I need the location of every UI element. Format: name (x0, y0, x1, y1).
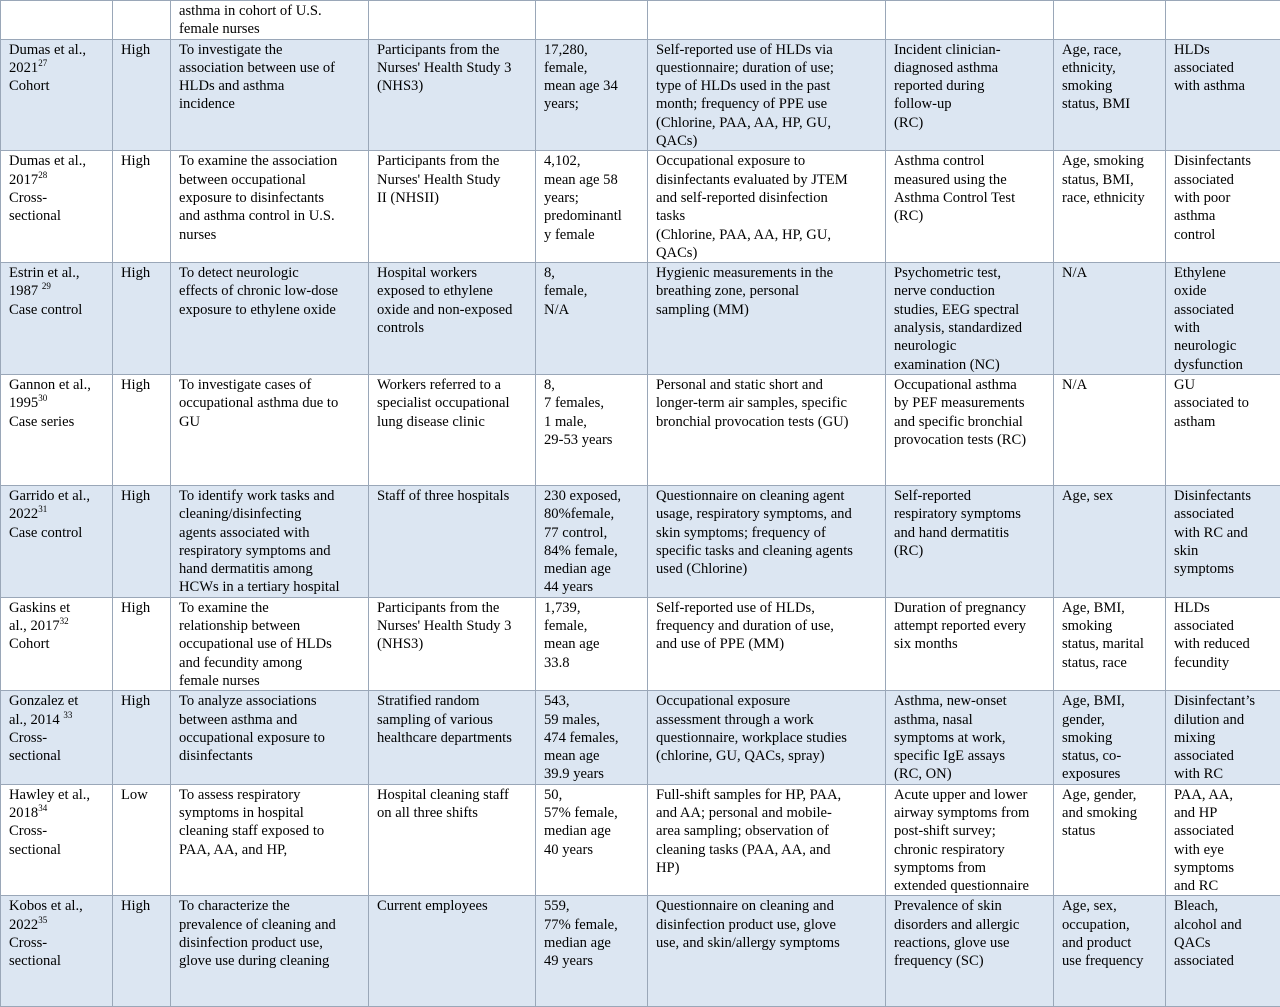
quality-cell: High (113, 896, 171, 1007)
population-cell (369, 1, 536, 40)
objective-cell: To identify work tasks and cleaning/disinfecting agents associated with respiratory symptoms and hand dermatitis among HCWs in a tertiary hospital (171, 485, 369, 597)
study-author: Hawley et al., 2018 (9, 787, 90, 821)
findings-cell: Bleach, alcohol and QACs associated (1166, 896, 1280, 1007)
table-row (1, 896, 1280, 1007)
exposure-cell (648, 1, 886, 40)
confounders-cell: Age, BMI, smoking status, marital status, race (1054, 597, 1166, 690)
confounders-cell: Age, race, ethnicity, smoking status, BMI (1054, 39, 1166, 151)
sample-cell: 230 exposed, 80%female, 77 control, 84% female, median age 44 years (536, 485, 648, 597)
study-cell (1, 374, 113, 485)
study-design: Cohort (9, 636, 50, 652)
objective-cell: To detect neurologic effects of chronic low-dose exposure to ethylene oxide (171, 263, 369, 375)
study-design: Case series (9, 414, 74, 430)
study-author: Gaskins et al., 2017 (9, 600, 70, 634)
study-cell (1, 151, 113, 263)
study-design: Case control (9, 302, 82, 318)
study-author: Dumas et al., 2021 (9, 42, 86, 76)
outcome-cell: Psychometric test, nerve conduction studies, EEG spectral analysis, standardized neurologic examination (NC) (886, 263, 1054, 375)
study-cell (1, 691, 113, 784)
objective-cell: To assess respiratory symptoms in hospital cleaning staff exposed to PAA, AA, and HP, (171, 784, 369, 896)
confounders-cell: N/A (1054, 374, 1166, 485)
exposure-cell: Questionnaire on cleaning agent usage, respiratory symptoms, and skin symptoms; frequency of specific tasks and cleaning agents used (Chlorine) (648, 485, 886, 597)
population-cell: Participants from the Nurses' Health Study II (NHSII) (369, 151, 536, 263)
reference-number: 35 (38, 915, 47, 925)
objective-cell: asthma in cohort of U.S. female nurses (171, 1, 369, 40)
table-row (1, 784, 1280, 896)
exposure-cell: Questionnaire on cleaning and disinfection product use, glove use, and skin/allergy symptoms (648, 896, 886, 1007)
findings-cell: HLDs associated with asthma (1166, 39, 1280, 151)
confounders-cell: Age, gender, and smoking status (1054, 784, 1166, 896)
outcome-cell: Prevalence of skin disorders and allergic reactions, glove use frequency (SC) (886, 896, 1054, 1007)
reference-number: 28 (38, 170, 47, 180)
findings-cell (1166, 1, 1280, 40)
findings-cell: Ethylene oxide associated with neurologic dysfunction (1166, 263, 1280, 375)
objective-cell: To investigate cases of occupational asthma due to GU (171, 374, 369, 485)
reference-number: 30 (38, 393, 47, 403)
study-author: Gannon et al., 1995 (9, 377, 91, 411)
study-cell (1, 784, 113, 896)
confounders-cell: Age, smoking status, BMI, race, ethnicity (1054, 151, 1166, 263)
reference-number: 27 (38, 58, 47, 68)
exposure-cell: Personal and static short and longer-term air samples, specific bronchial provocation tests (GU) (648, 374, 886, 485)
confounders-cell: Age, sex (1054, 485, 1166, 597)
sample-cell (536, 1, 648, 40)
quality-cell: High (113, 597, 171, 690)
quality-cell (113, 1, 171, 40)
table-row (1, 691, 1280, 784)
outcome-cell: Acute upper and lower airway symptoms from post-shift survey; chronic respiratory symptoms from extended questionnaire (886, 784, 1054, 896)
study-design: Cross- sectional (9, 935, 61, 969)
outcome-cell: Asthma control measured using the Asthma Control Test (RC) (886, 151, 1054, 263)
study-author: Garrido et al., 2022 (9, 488, 90, 522)
outcome-cell (886, 1, 1054, 40)
findings-cell: Disinfectant’s dilution and mixing associated with RC (1166, 691, 1280, 784)
reference-number: 31 (38, 504, 47, 514)
study-design: Cross- sectional (9, 823, 61, 857)
study-author: Dumas et al., 2017 (9, 153, 86, 187)
study-design: Cross- sectional (9, 190, 61, 224)
findings-cell: PAA, AA, and HP associated with eye symptoms and RC (1166, 784, 1280, 896)
quality-cell: High (113, 151, 171, 263)
study-author: Estrin et al., 1987 (9, 265, 80, 299)
study-author: Kobos et al., 2022 (9, 898, 83, 932)
quality-cell: High (113, 691, 171, 784)
objective-cell: To characterize the prevalence of cleaning and disinfection product use, glove use during cleaning (171, 896, 369, 1007)
objective-cell: To investigate the association between use of HLDs and asthma incidence (171, 39, 369, 151)
population-cell: Hospital cleaning staff on all three shifts (369, 784, 536, 896)
study-cell (1, 263, 113, 375)
study-cell (1, 597, 113, 690)
population-cell: Workers referred to a specialist occupational lung disease clinic (369, 374, 536, 485)
exposure-cell: Self-reported use of HLDs via questionnaire; duration of use; type of HLDs used in the past month; frequency of PPE use (Chlorine, PAA, AA, HP, GU, QACs) (648, 39, 886, 151)
study-design: Cross- sectional (9, 730, 61, 764)
findings-cell: HLDs associated with reduced fecundity (1166, 597, 1280, 690)
exposure-cell: Hygienic measurements in the breathing zone, personal sampling (MM) (648, 263, 886, 375)
table-row (1, 1, 1280, 40)
confounders-cell: N/A (1054, 263, 1166, 375)
sample-cell: 559, 77% female, median age 49 years (536, 896, 648, 1007)
population-cell: Participants from the Nurses' Health Study 3 (NHS3) (369, 597, 536, 690)
quality-cell: High (113, 374, 171, 485)
objective-cell: To analyze associations between asthma and occupational exposure to disinfectants (171, 691, 369, 784)
study-cell (1, 896, 113, 1007)
sample-cell: 543, 59 males, 474 females, mean age 39.9 years (536, 691, 648, 784)
population-cell: Stratified random sampling of various healthcare departments (369, 691, 536, 784)
reference-number: 33 (63, 710, 72, 720)
study-author: Gonzalez et al., 2014 (9, 693, 78, 727)
confounders-cell: Age, BMI, gender, smoking status, co- exposures (1054, 691, 1166, 784)
confounders-cell (1054, 1, 1166, 40)
outcome-cell: Occupational asthma by PEF measurements and specific bronchial provocation tests (RC) (886, 374, 1054, 485)
sample-cell: 8, female, N/A (536, 263, 648, 375)
population-cell: Hospital workers exposed to ethylene oxide and non-exposed controls (369, 263, 536, 375)
sample-cell: 17,280, female, mean age 34 years; (536, 39, 648, 151)
confounders-cell: Age, sex, occupation, and product use frequency (1054, 896, 1166, 1007)
study-cell (1, 39, 113, 151)
table-row (1, 263, 1280, 375)
study-cell (1, 1, 113, 40)
outcome-cell: Duration of pregnancy attempt reported every six months (886, 597, 1054, 690)
exposure-cell: Occupational exposure assessment through a work questionnaire, workplace studies (chlorine, GU, QACs, spray) (648, 691, 886, 784)
study-design: Cohort (9, 78, 50, 94)
quality-cell: High (113, 485, 171, 597)
table-row (1, 374, 1280, 485)
exposure-cell: Occupational exposure to disinfectants evaluated by JTEM and self-reported disinfection tasks (Chlorine, PAA, AA, HP, GU, QACs) (648, 151, 886, 263)
outcome-cell: Incident clinician- diagnosed asthma reported during follow-up (RC) (886, 39, 1054, 151)
reference-number: 34 (38, 803, 47, 813)
exposure-cell: Self-reported use of HLDs, frequency and duration of use, and use of PPE (MM) (648, 597, 886, 690)
quality-cell: Low (113, 784, 171, 896)
sample-cell: 8, 7 females, 1 male, 29-53 years (536, 374, 648, 485)
objective-cell: To examine the relationship between occupational use of HLDs and fecundity among female nurses (171, 597, 369, 690)
findings-cell: Disinfectants associated with RC and skin symptoms (1166, 485, 1280, 597)
study-design: Case control (9, 525, 82, 541)
exposure-cell: Full-shift samples for HP, PAA, and AA; personal and mobile- area sampling; observation of cleaning tasks (PAA, AA, and HP) (648, 784, 886, 896)
findings-cell: GU associated to astham (1166, 374, 1280, 485)
table-row (1, 151, 1280, 263)
table-row (1, 485, 1280, 597)
objective-cell: To examine the association between occupational exposure to disinfectants and asthma control in U.S. nurses (171, 151, 369, 263)
population-cell: Participants from the Nurses' Health Study 3 (NHS3) (369, 39, 536, 151)
sample-cell: 4,102, mean age 58 years; predominantl y female (536, 151, 648, 263)
sample-cell: 1,739, female, mean age 33.8 (536, 597, 648, 690)
outcome-cell: Self-reported respiratory symptoms and hand dermatitis (RC) (886, 485, 1054, 597)
study-cell (1, 485, 113, 597)
population-cell: Current employees (369, 896, 536, 1007)
findings-cell: Disinfectants associated with poor asthma control (1166, 151, 1280, 263)
reference-number: 32 (60, 616, 69, 626)
sample-cell: 50, 57% female, median age 40 years (536, 784, 648, 896)
outcome-cell: Asthma, new-onset asthma, nasal symptoms at work, specific IgE assays (RC, ON) (886, 691, 1054, 784)
table-row (1, 597, 1280, 690)
table-row (1, 39, 1280, 151)
table-body (1, 1, 1280, 1007)
quality-cell: High (113, 263, 171, 375)
population-cell: Staff of three hospitals (369, 485, 536, 597)
reference-number: 29 (42, 282, 51, 292)
quality-cell: High (113, 39, 171, 151)
